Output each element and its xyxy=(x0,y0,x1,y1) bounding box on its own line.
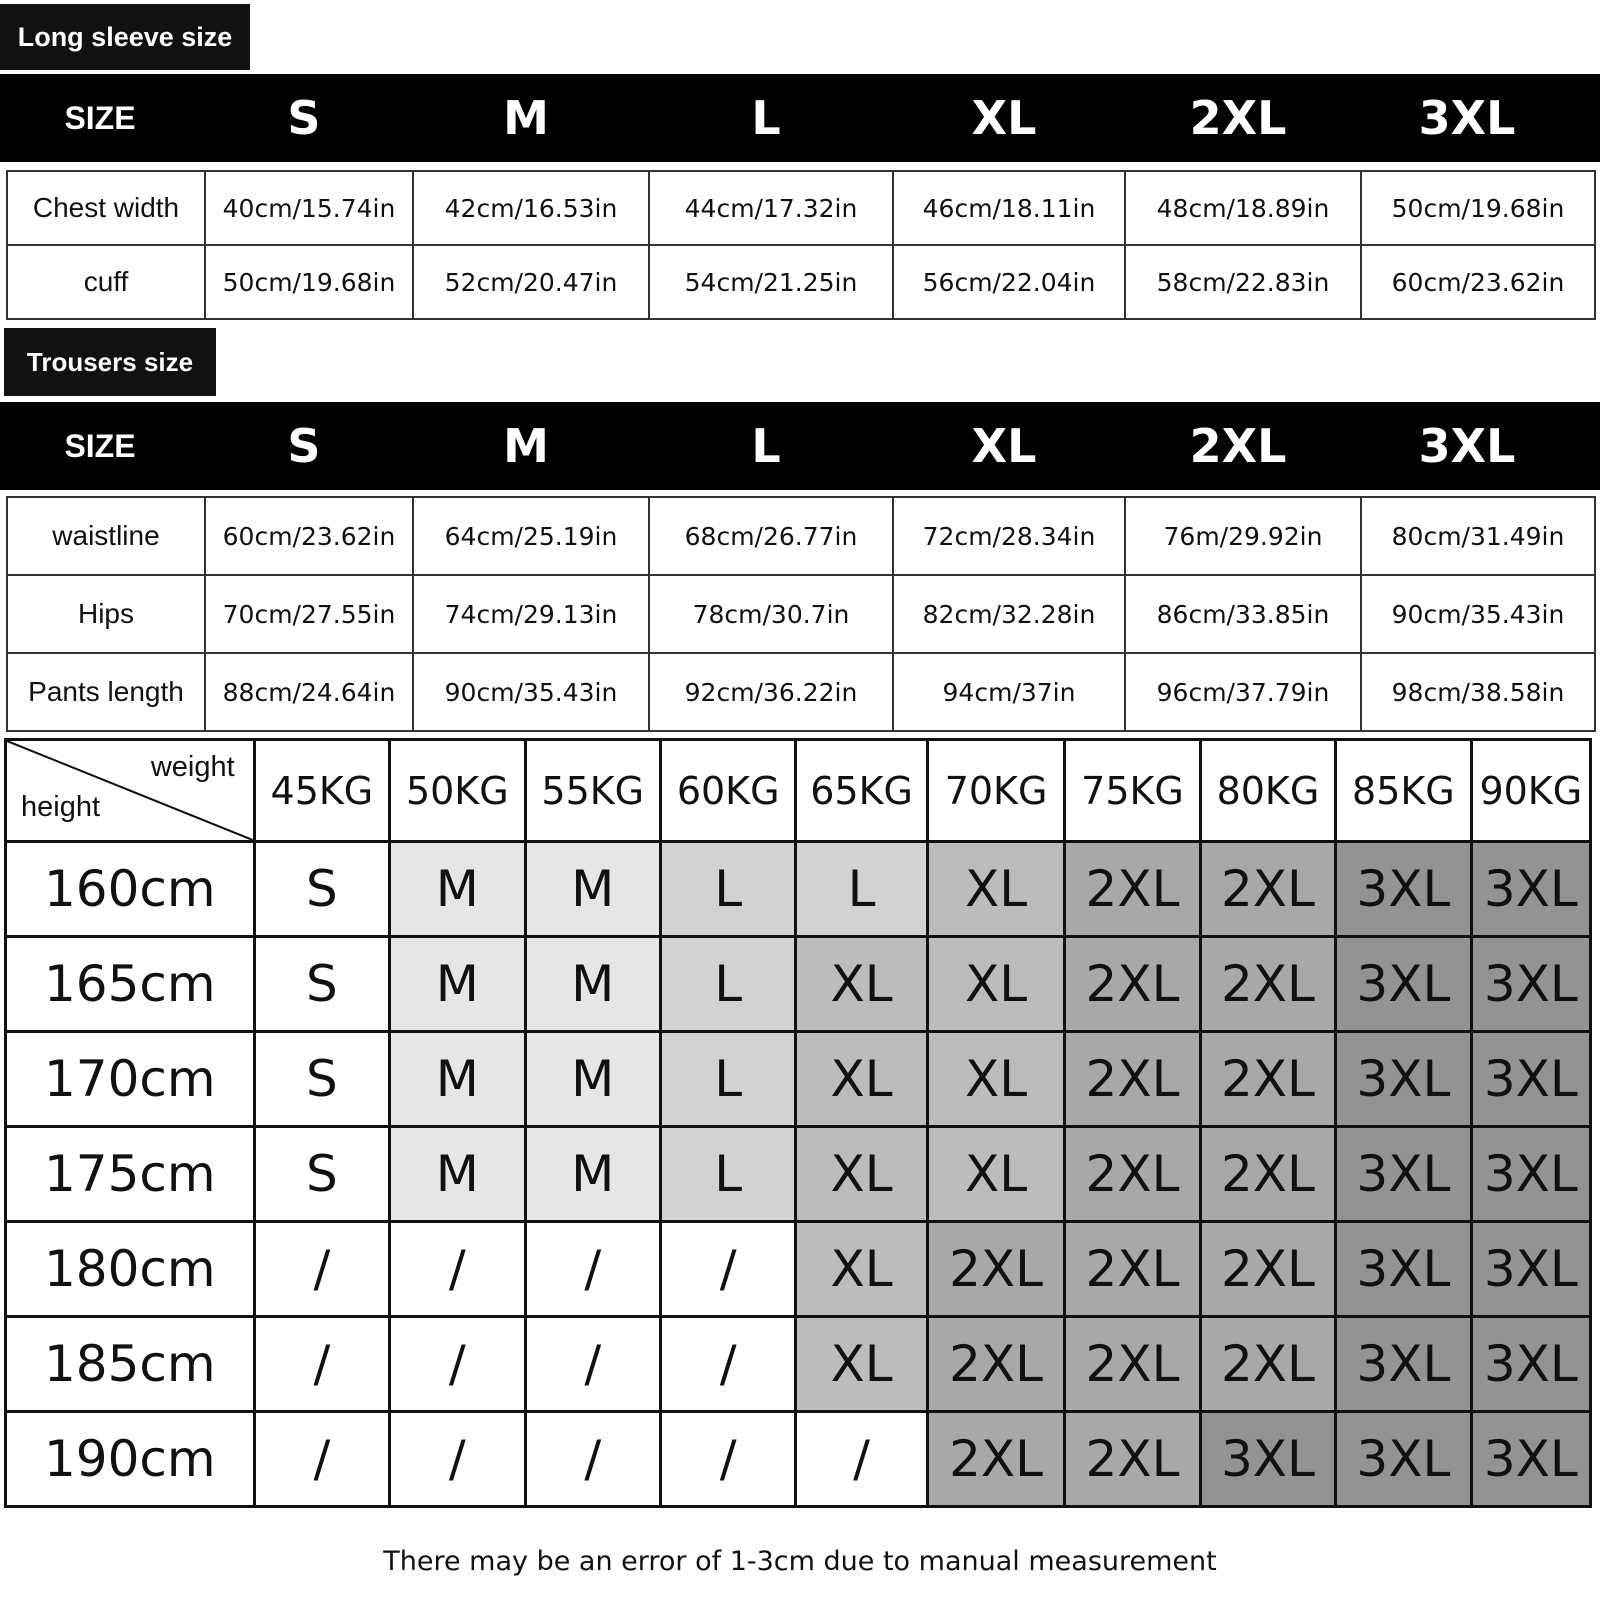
size-cell: XL xyxy=(927,1032,1064,1127)
weight-axis-label: weight xyxy=(150,751,235,783)
table-cell: 52cm/20.47in xyxy=(413,245,649,319)
size-cell: M xyxy=(525,1032,660,1127)
size-cell: 3XL xyxy=(1336,1127,1471,1222)
height-row xyxy=(6,1222,1591,1317)
table-cell: 94cm/37in xyxy=(893,653,1125,731)
table-cell: 54cm/21.25in xyxy=(649,245,893,319)
row-label: Pants length xyxy=(7,653,205,731)
size-cell: XL xyxy=(796,937,927,1032)
size-cell: / xyxy=(660,1317,795,1412)
size-cell: L xyxy=(660,937,795,1032)
size-cell: / xyxy=(796,1412,927,1507)
long-sleeve-size-header xyxy=(0,74,1600,162)
table-row xyxy=(7,575,1595,653)
size-header-s: S xyxy=(287,91,321,145)
size-cell: 3XL xyxy=(1200,1412,1335,1507)
table-cell: 56cm/22.04in xyxy=(893,245,1125,319)
height-axis-label: height xyxy=(21,791,101,823)
size-cell: 3XL xyxy=(1471,937,1590,1032)
weight-header: 55KG xyxy=(525,740,660,842)
height-label: 160cm xyxy=(6,842,255,937)
size-header-l: L xyxy=(751,419,781,473)
table-cell: 42cm/16.53in xyxy=(413,171,649,245)
size-cell: L xyxy=(660,1127,795,1222)
size-cell: / xyxy=(660,1222,795,1317)
table-cell: 90cm/35.43in xyxy=(1361,575,1595,653)
table-cell: 50cm/19.68in xyxy=(205,245,413,319)
height-row xyxy=(6,1127,1591,1222)
size-cell: M xyxy=(390,1127,525,1222)
table-cell: 46cm/18.11in xyxy=(893,171,1125,245)
trousers-measurement-table xyxy=(6,496,1596,732)
size-cell: 2XL xyxy=(1065,1412,1200,1507)
table-cell: 72cm/28.34in xyxy=(893,497,1125,575)
long-sleeve-title: Long sleeve size xyxy=(0,4,250,70)
row-label: waistline xyxy=(7,497,205,575)
height-label: 170cm xyxy=(6,1032,255,1127)
size-cell: M xyxy=(525,842,660,937)
table-cell: 76m/29.92in xyxy=(1125,497,1361,575)
size-header-3xl: 3XL xyxy=(1418,91,1516,145)
size-cell: 2XL xyxy=(1200,1127,1335,1222)
size-cell: 2XL xyxy=(1065,1127,1200,1222)
table-cell: 78cm/30.7in xyxy=(649,575,893,653)
row-label: Chest width xyxy=(7,171,205,245)
table-cell: 98cm/38.58in xyxy=(1361,653,1595,731)
size-cell: 2XL xyxy=(1065,842,1200,937)
table-cell: 92cm/36.22in xyxy=(649,653,893,731)
size-cell: XL xyxy=(796,1317,927,1412)
table-cell: 70cm/27.55in xyxy=(205,575,413,653)
size-cell: / xyxy=(390,1222,525,1317)
size-cell: XL xyxy=(796,1032,927,1127)
size-cell: 2XL xyxy=(1200,1317,1335,1412)
size-cell: 2XL xyxy=(927,1412,1064,1507)
size-cell: / xyxy=(525,1222,660,1317)
weight-header: 70KG xyxy=(927,740,1064,842)
table-cell: 88cm/24.64in xyxy=(205,653,413,731)
table-cell: 80cm/31.49in xyxy=(1361,497,1595,575)
size-cell: 2XL xyxy=(1200,842,1335,937)
height-label: 175cm xyxy=(6,1127,255,1222)
table-row xyxy=(7,653,1595,731)
table-cell: 96cm/37.79in xyxy=(1125,653,1361,731)
size-cell: / xyxy=(390,1317,525,1412)
size-cell: / xyxy=(254,1412,389,1507)
size-cell: 3XL xyxy=(1471,1317,1590,1412)
size-cell: XL xyxy=(927,1127,1064,1222)
size-cell: 3XL xyxy=(1336,937,1471,1032)
size-cell: 3XL xyxy=(1336,1222,1471,1317)
size-cell: 3XL xyxy=(1336,1412,1471,1507)
weight-header: 80KG xyxy=(1200,740,1335,842)
measurement-footnote: There may be an error of 1-3cm due to manual measurement xyxy=(383,1546,1217,1577)
size-header-label: SIZE xyxy=(64,99,136,136)
size-header-2xl: 2XL xyxy=(1189,91,1287,145)
size-cell: S xyxy=(254,937,389,1032)
weight-header: 45KG xyxy=(254,740,389,842)
size-cell: 3XL xyxy=(1336,1317,1471,1412)
size-cell: S xyxy=(254,1032,389,1127)
size-cell: M xyxy=(390,937,525,1032)
table-cell: 60cm/23.62in xyxy=(1361,245,1595,319)
long-sleeve-measurement-table xyxy=(6,170,1596,320)
table-cell: 60cm/23.62in xyxy=(205,497,413,575)
weight-header: 75KG xyxy=(1065,740,1200,842)
corner-cell xyxy=(6,740,255,842)
size-cell: 2XL xyxy=(1200,1222,1335,1317)
table-row xyxy=(7,497,1595,575)
size-cell: / xyxy=(525,1317,660,1412)
size-header-m: M xyxy=(503,419,549,473)
size-cell: 3XL xyxy=(1471,1412,1590,1507)
height-row xyxy=(6,842,1591,937)
height-label: 190cm xyxy=(6,1412,255,1507)
size-header-xl: XL xyxy=(971,91,1037,145)
size-cell: L xyxy=(796,842,927,937)
size-cell: 2XL xyxy=(927,1222,1064,1317)
table-row xyxy=(7,171,1595,245)
size-cell: L xyxy=(660,842,795,937)
size-cell: XL xyxy=(927,937,1064,1032)
size-header-2xl: 2XL xyxy=(1189,419,1287,473)
height-row xyxy=(6,1032,1591,1127)
weight-header: 50KG xyxy=(390,740,525,842)
size-cell: 2XL xyxy=(1065,1032,1200,1127)
row-label: cuff xyxy=(7,245,205,319)
height-row xyxy=(6,1317,1591,1412)
trousers-size-header xyxy=(0,402,1600,490)
table-cell: 58cm/22.83in xyxy=(1125,245,1361,319)
table-cell: 48cm/18.89in xyxy=(1125,171,1361,245)
table-cell: 74cm/29.13in xyxy=(413,575,649,653)
size-header-3xl: 3XL xyxy=(1418,419,1516,473)
size-cell: M xyxy=(525,937,660,1032)
size-cell: M xyxy=(390,842,525,937)
size-cell: 2XL xyxy=(1065,1222,1200,1317)
size-header-label: SIZE xyxy=(64,427,136,464)
size-cell: M xyxy=(390,1032,525,1127)
size-cell: S xyxy=(254,842,389,937)
size-cell: XL xyxy=(796,1127,927,1222)
table-cell: 90cm/35.43in xyxy=(413,653,649,731)
weight-header: 60KG xyxy=(660,740,795,842)
size-cell: 2XL xyxy=(1065,937,1200,1032)
size-cell: M xyxy=(525,1127,660,1222)
table-row xyxy=(7,245,1595,319)
table-cell: 50cm/19.68in xyxy=(1361,171,1595,245)
height-label: 165cm xyxy=(6,937,255,1032)
trousers-title: Trousers size xyxy=(4,328,216,396)
size-cell: 3XL xyxy=(1471,842,1590,937)
size-cell: 3XL xyxy=(1471,1032,1590,1127)
table-cell: 44cm/17.32in xyxy=(649,171,893,245)
height-label: 185cm xyxy=(6,1317,255,1412)
size-cell: / xyxy=(525,1412,660,1507)
size-cell: S xyxy=(254,1127,389,1222)
size-cell: 3XL xyxy=(1471,1127,1590,1222)
size-cell: 3XL xyxy=(1336,1032,1471,1127)
size-cell: XL xyxy=(927,842,1064,937)
size-cell: 3XL xyxy=(1471,1222,1590,1317)
table-cell: 40cm/15.74in xyxy=(205,171,413,245)
size-cell: / xyxy=(254,1317,389,1412)
weight-header: 65KG xyxy=(796,740,927,842)
weight-header: 85KG xyxy=(1336,740,1471,842)
size-header-xl: XL xyxy=(971,419,1037,473)
size-header-s: S xyxy=(287,419,321,473)
table-cell: 68cm/26.77in xyxy=(649,497,893,575)
height-row xyxy=(6,937,1591,1032)
size-cell: 3XL xyxy=(1336,842,1471,937)
size-cell: 2XL xyxy=(1200,937,1335,1032)
size-header-m: M xyxy=(503,91,549,145)
weight-header: 90KG xyxy=(1471,740,1590,842)
table-cell: 82cm/32.28in xyxy=(893,575,1125,653)
size-cell: L xyxy=(660,1032,795,1127)
size-cell: 2XL xyxy=(1200,1032,1335,1127)
size-cell: / xyxy=(660,1412,795,1507)
size-cell: 2XL xyxy=(927,1317,1064,1412)
height-weight-size-grid xyxy=(4,738,1592,1508)
height-label: 180cm xyxy=(6,1222,255,1317)
table-cell: 64cm/25.19in xyxy=(413,497,649,575)
table-cell: 86cm/33.85in xyxy=(1125,575,1361,653)
size-cell: / xyxy=(254,1222,389,1317)
size-cell: / xyxy=(390,1412,525,1507)
row-label: Hips xyxy=(7,575,205,653)
size-header-l: L xyxy=(751,91,781,145)
size-cell: 2XL xyxy=(1065,1317,1200,1412)
height-row xyxy=(6,1412,1591,1507)
size-cell: XL xyxy=(796,1222,927,1317)
weight-header-row xyxy=(6,740,1591,842)
